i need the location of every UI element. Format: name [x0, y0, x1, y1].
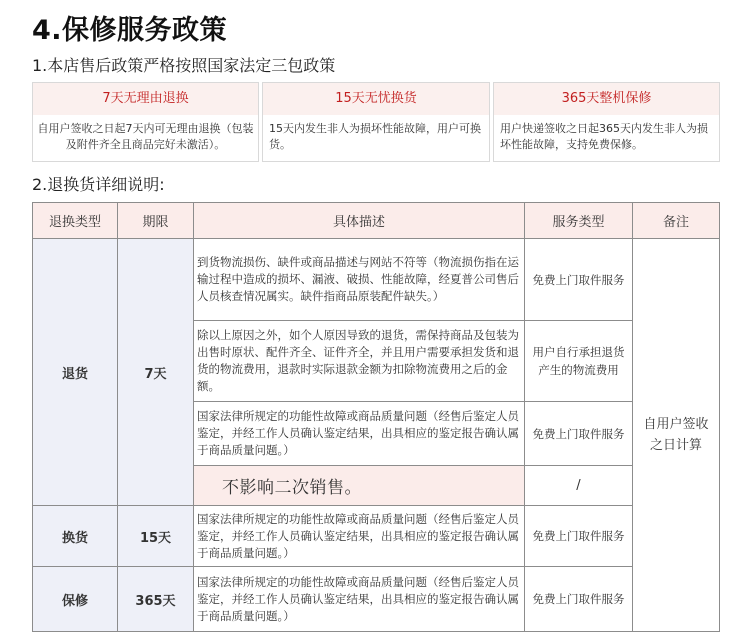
exchange-period: 15天	[117, 505, 194, 567]
page-title: 4.保修服务政策	[32, 15, 228, 46]
warranty-desc: 国家法律所规定的功能性故障或商品质量问题（经售后鉴定人员鉴定，并经工作人员确认鉴定结果，出具相应的鉴定报告确认属于商品质量问题。）	[193, 566, 525, 632]
policy-box-15day	[262, 82, 490, 162]
return-period: 7天	[117, 238, 194, 506]
note-text: 自用户签收之日计算	[643, 417, 709, 453]
policy-intro: 1.本店售后政策严格按照国家法定三包政策	[32, 56, 336, 75]
return-desc-quality: 国家法律所规定的功能性故障或商品质量问题（经售后鉴定人员鉴定，并经工作人员确认鉴定结果，出具相应的鉴定报告确认属于商品质量问题。）	[193, 401, 525, 466]
return-desc-personal: 除以上原因之外，如个人原因导致的退货，需保持商品及包装为出售时原状、配件齐全、证件齐全，并且用户需要承担发货和退货的物流费用，退款时实际退款金额为扣除物流费用之后的金额。	[193, 320, 525, 402]
policy-desc: 自用户签收之日起7天内可无理由退换（包装及附件齐全且商品完好未激活）。	[37, 122, 254, 151]
note-cell	[632, 238, 720, 632]
policy-box-7day	[32, 82, 259, 162]
policy-title: 365天整机保修	[494, 83, 719, 115]
exchange-desc: 国家法律所规定的功能性故障或商品质量问题（经售后鉴定人员鉴定，并经工作人员确认鉴定结果，出具相应的鉴定报告确认属于商品质量问题。）	[193, 505, 525, 567]
return-service-2: 用户自行承担退货产生的物流费用	[524, 320, 633, 402]
return-policy-table	[32, 202, 720, 632]
return-service-1: 免费上门取件服务	[524, 238, 633, 321]
return-type-label: 退货	[32, 238, 118, 506]
warranty-type-label: 保修	[32, 566, 118, 632]
policy-boxes	[32, 82, 720, 162]
warranty-period: 365天	[117, 566, 194, 632]
policy-title: 7天无理由退换	[33, 83, 258, 115]
header-description: 具体描述	[193, 202, 525, 239]
return-desc-resale: 不影响二次销售。	[193, 465, 525, 506]
policy-desc: 15天内发生非人为损坏性能故障，用户可换货。	[269, 122, 481, 151]
warranty-service: 免费上门取件服务	[524, 566, 633, 632]
header-note: 备注	[632, 202, 720, 239]
exchange-type-label: 换货	[32, 505, 118, 567]
policy-box-365day	[493, 82, 720, 162]
header-type: 退换类型	[32, 202, 118, 239]
policy-title: 15天无忧换货	[263, 83, 489, 115]
policy-desc: 用户快递签收之日起365天内发生非人为损坏性能故障，支持免费保修。	[500, 122, 708, 151]
return-desc-damage: 到货物流损伤、缺件或商品描述与网站不符等（物流损伤指在运输过程中造成的损坏、漏液、破损、性能故障，经夏普公司售后人员核查情况属实。缺件指商品原装配件缺失。）	[193, 238, 525, 321]
return-details-heading: 2.退换货详细说明:	[32, 175, 165, 194]
header-period: 期限	[117, 202, 194, 239]
exchange-service: 免费上门取件服务	[524, 505, 633, 567]
return-service-3: 免费上门取件服务	[524, 401, 633, 466]
return-service-4: /	[524, 465, 633, 506]
header-service: 服务类型	[524, 202, 633, 239]
